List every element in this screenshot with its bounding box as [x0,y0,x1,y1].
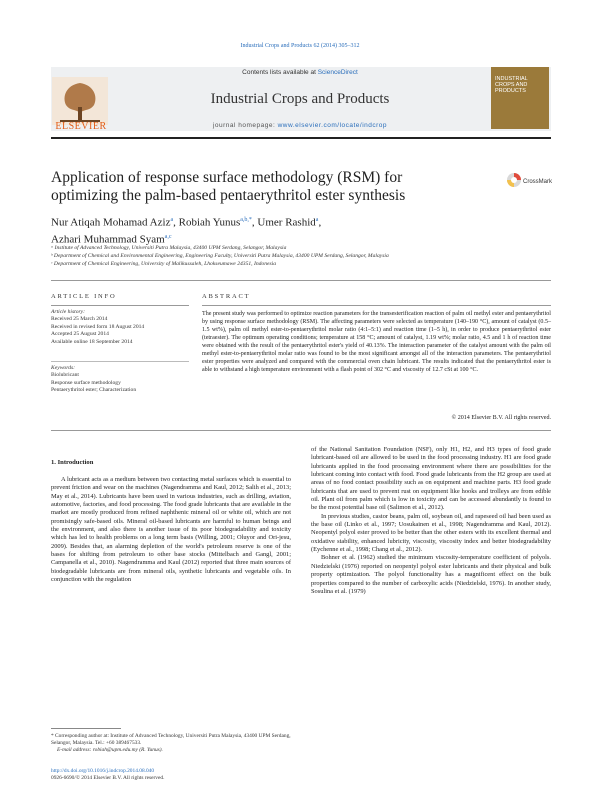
masthead-rule [51,137,551,139]
body-paragraph: A lubricant acts as a medium between two contacting metal surfaces which is essential to prevent friction and wear on the machines (Nagendramma and Kaul, 2012; Salih et al., 2013; May et al., 2014). Lubricants have been used in various industries, such as drilling, aviation, automotive, factories, and food processing. The food grade lubricants that are available in the market are mostly produced from refined naphthenic mineral oil or white oil, which are not promisingly safe-based oils. Mineral oil-based lubricants are harmful to human beings and the environment, and also there is another issue of its poor biodegradability and toxicity which has led to health problems on a long term basis (Willing, 2001; Oluyor and Ori-jesu, 2009). Besides that, an alarming depletion of the world's petroleum reserve is one of the bases for shifting from petroleum to other base stocks (Mittelbach and Gangl, 2001; Campanella et al., 2010). Nagendramma and Kaul (2012) reported that three main sources of biodegradable lubricants are from mineral oils, synthetic lubricants and vegetable oils. In conjunction with the regulation [51,476,291,584]
article-title: Application of response surface methodology (RSM) for optimizing the palm-based pentaerythritol ester synthesis [51,169,406,204]
author-name[interactable]: Nur Atiqah Mohamad Aziz [51,216,171,229]
keyword-item: Response surface methodology [51,379,121,386]
author-name[interactable]: Umer Rashid [257,216,316,229]
abstract-text: The present study was performed to optimize reaction parameters for the transesterification reaction of palm oil methyl ester and pentaerythritol by using response surface methodology (RSM). The affecting parameters were selected as temperature (140–190 °C), amount of catalyst (0.5–1.5 wt%), palm oil methyl ester-to-pentaerythritol molar ratio (4:1–5:1) and reaction time (1–5 h), in order to produce pentaerythritol ester (tetraester). The optimum operating conditions; temperature at 158 °C; amount of catalyst, 1.19 wt%; molar ratio, 4.5 and 1 h of reaction time were obtained with the result of the pentaerythritol ester's yield of 40.13%. The interaction parameter of the catalyst amount with the palm oil methyl ester-to-pentaerythritol molar ratio was found to be the most significant amongst all of the interaction parameters. The pentaerythritol ester properties were analyzed and compared with the commercial oven chain lubricant. The results indicated that the pentaerythritol ester is able to withstand a high temperature environment with a flash point of 302 °C and viscosity of 12.7 cSt at 100 °C. [202,311,551,374]
doi-link[interactable]: http://dx.doi.org/10.1016/j.indcrop.2014.08.040 [51,768,155,774]
issn-line: 0926-6690/© 2014 Elsevier B.V. All rights reserved. [51,775,165,782]
abstract-rule [202,305,551,306]
body-paragraph: of the National Sanitation Foundation (NSF), only H1, H2, and H3 types of food grade lubricant-based oil are allowed to be used in the food processing industry. H1 are food grade lubricants applied in the food processing environment where there are possibilities for the lubricant coming into contact with food. Food grade lubricants from the H2 group are used at areas of no food contact possibility such as on equipment and machine parts. H3 food grade lubricants that are used to prevent rust on equipment like hooks and trolleys are from edible oil. Plant oil from palm which is low in toxicity and can be accessed abundantly is found to be the most potential base oil (Salimon et al., 2012). [311,446,551,512]
journal-cover-title: INDUSTRIAL CROPS AND PRODUCTS [495,76,528,94]
keywords-block [51,365,191,395]
author-affil-mark[interactable]: a [170,217,174,223]
keywords-label: Keywords: [51,365,76,371]
history-item: Accepted 25 August 2014 [51,331,109,338]
history-item: Received in revised form 18 August 2014 [51,323,145,330]
footnote-rule [51,728,121,729]
publisher-name: ELSEVIER [55,121,107,132]
sciencedirect-link[interactable]: ScienceDirect [317,69,358,76]
body-column-right [311,446,551,596]
article-history [51,309,191,346]
journal-title[interactable]: Industrial Crops and Products [210,91,390,107]
header-divider [51,280,551,281]
affiliation-item: ᵇ Department of Chemical and Environmental Engineering, Engineering Faculty, Universiti Putra Malaysia, 43400 UPM Serdang, Selangor, Malaysia [51,253,389,259]
abstract-copyright: © 2014 Elsevier B.V. All rights reserved. [451,415,551,421]
doi-block [51,768,351,782]
homepage-prefix: journal homepage: [212,122,276,129]
article-info-rule [51,305,189,306]
crossmark-label: CrossMark [523,179,553,185]
author-name[interactable]: Robiah Yunus [178,216,241,229]
footnote-email[interactable]: E-mail address: robiah@upm.edu.my (R. Yunus). [57,747,163,754]
author-affil-mark[interactable]: a,b,* [240,217,252,223]
keyword-item: Pentaerythritol ester; Characterization [51,387,137,394]
journal-reference[interactable]: Industrial Crops and Products 62 (2014) 305–312 [240,43,360,49]
history-label: Article history: [51,309,86,315]
author-name[interactable]: Azhari Muhammad Syam [51,233,165,246]
author-affil-mark[interactable]: a,c [164,233,172,240]
section-heading-introduction: 1. Introduction [51,459,94,466]
author-list: Nur Atiqah Mohamad Aziz$^a$, Robiah Yunus$^{a,b,*}$, Umer Rashid$^a$, Azhari Muhammad Syam$^{a,c}$ [51,216,322,246]
affiliation-item: ᶜ Department of Chemical Engineering, University of Malikussaleh, Lhokseumawe 24351, Indonesia [51,261,277,267]
body-paragraph: In previous studies, castor beans, palm oil, soybean oil, and rapeseed oil had been used as the base oil (Linko et al., 1997; Uosukainen et al., 1998; Nagendramma and Kaul, 2012). Neopentyl polyol ester proved to be better than the other esters with its excellent thermal and oxidative stability, enhanced lubricity, viscosity, viscosity index and better biodegradability (Eychenne et al., 1998; Chang et al., 2012). [311,512,551,554]
homepage-link[interactable]: www.elsevier.com/locate/indcrop [277,122,388,129]
abstract-heading: ABSTRACT [202,293,251,300]
corresponding-author-footnote [51,733,311,755]
contents-prefix: Contents lists available at [242,69,316,76]
body-paragraph: Bohner et al. (1962) studied the minimum viscosity-temperature coefficient of polyols. Niedzielski (1976) reported on neopentyl polyol ester lubricants and their physical and bulk property optimization. The polyol functionality has a magnificent effect on the bulk properties compared to the number of carboxylic acids (Niedzielski, 1976). In another study, Sosulina et al. (1979) [311,554,551,595]
keywords-rule [51,361,189,362]
crossmark-icon[interactable] [505,168,553,198]
author-affil-mark[interactable]: a [315,217,319,223]
abstract-divider [51,430,551,431]
history-item: Received 25 March 2014 [51,316,108,323]
affiliation-item: ᵃ Institute of Advanced Technology, Universiti Putra Malaysia, 43400 UPM Serdang, Selangor, Malaysia [51,245,287,251]
article-info-heading: ARTICLE INFO [51,293,117,300]
body-column-left [51,476,291,584]
keyword-item: Biolubricant [51,372,79,379]
footnote-line: * Corresponding author at: Institute of Advanced Technology, Universiti Putra Malaysia, 43400 UPM Serdang, Selangor, Malaysia. Tel.: +60 389467533. [51,733,291,747]
history-item: Available online 18 September 2014 [51,338,133,345]
affiliations [51,244,551,268]
